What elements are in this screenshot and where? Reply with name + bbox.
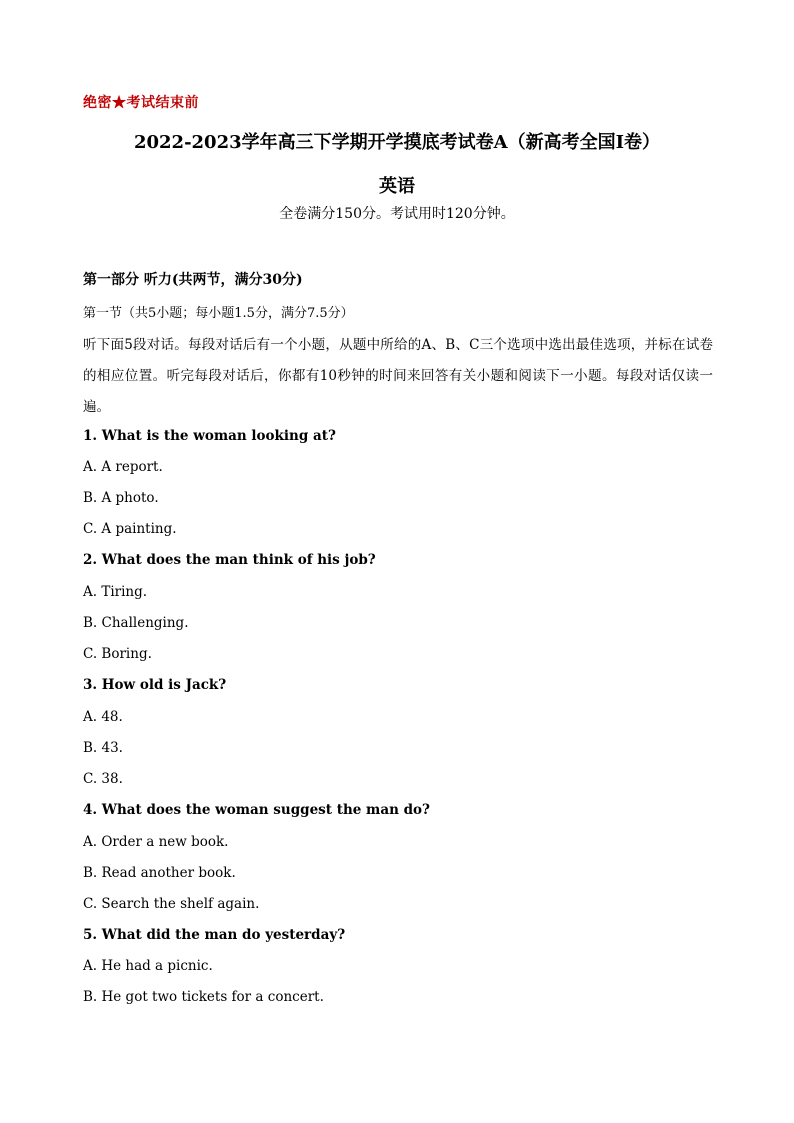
answer-option: A. A report. bbox=[83, 459, 163, 475]
answer-option: B. Challenging. bbox=[83, 615, 189, 631]
answer-option: B. Read another book. bbox=[83, 865, 236, 881]
answer-option: B. He got two tickets for a concert. bbox=[83, 989, 324, 1005]
section-heading: 第一节（共5小题；每小题1.5分，满分7.5分） bbox=[83, 306, 354, 321]
answer-option: B. A photo. bbox=[83, 490, 159, 506]
answer-option: A. Tiring. bbox=[83, 584, 148, 600]
question-stem: 1. What is the woman looking at? bbox=[83, 428, 336, 444]
answer-option: A. 48. bbox=[83, 709, 123, 725]
exam-title: 2022-2023学年高三下学期开学摸底考试卷A（新高考全国I卷） bbox=[133, 132, 661, 153]
answer-option: A. He had a picnic. bbox=[83, 958, 213, 974]
confidential-label: 绝密★考试结束前 bbox=[83, 95, 199, 111]
question-stem: 2. What does the man think of his job? bbox=[83, 552, 376, 568]
answer-option: C. A painting. bbox=[83, 521, 177, 537]
answer-option: A. Order a new book. bbox=[83, 834, 229, 850]
part-heading: 第一部分 听力(共两节，满分30分) bbox=[83, 272, 303, 288]
subject-title: 英语 bbox=[379, 176, 415, 197]
answer-option: B. 43. bbox=[83, 740, 123, 756]
question-stem: 5. What did the man do yesterday? bbox=[83, 927, 346, 943]
answer-option: C. 38. bbox=[83, 771, 123, 787]
section-directions: 听下面5段对话。每段对话后有一个小题，从题中所给的A、B、C三个选项中选出最佳选项，并标在试卷的相应位置。听完每段对话后，你都有10秒钟的时间来回答有关小题和阅读下一小题。每段对话仅读一遍。 bbox=[83, 337, 713, 415]
question-stem: 4. What does the woman suggest the man do? bbox=[83, 802, 430, 818]
answer-option: C. Boring. bbox=[83, 646, 152, 662]
answer-option: C. Search the shelf again. bbox=[83, 896, 260, 912]
question-stem: 3. How old is Jack? bbox=[83, 677, 227, 693]
exam-instructions: 全卷满分150分。考试用时120分钟。 bbox=[279, 206, 515, 222]
star-icon: ★ bbox=[112, 95, 127, 111]
